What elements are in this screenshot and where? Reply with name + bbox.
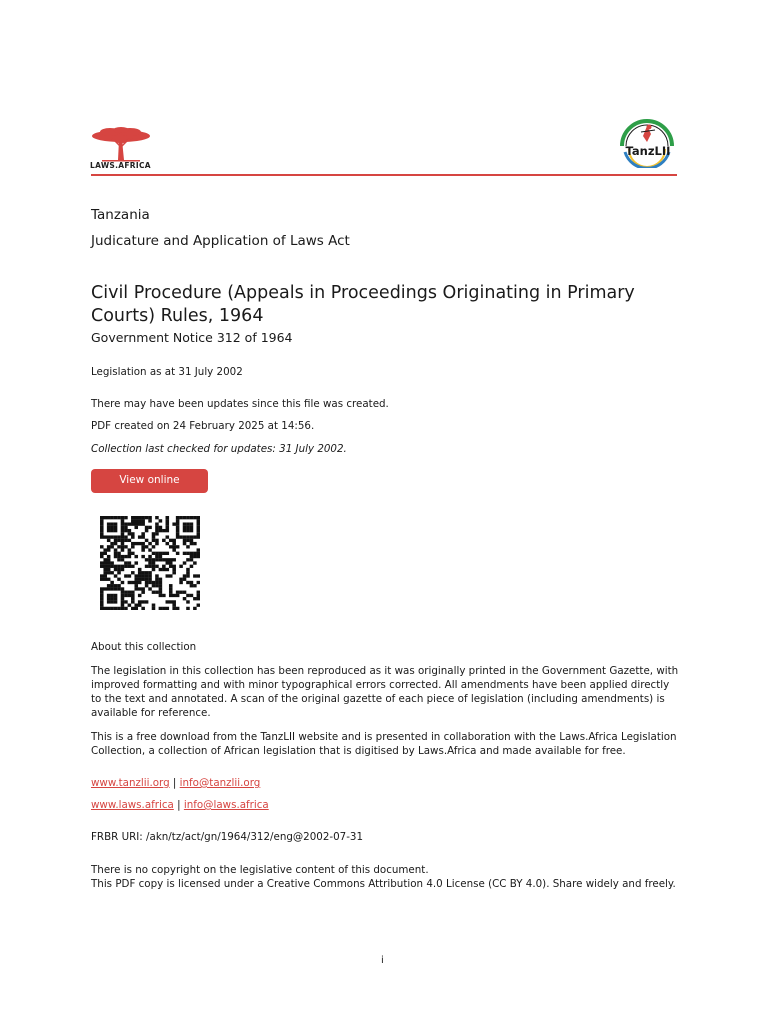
about-paragraph-2: This is a free download from the TanzLII website and is presented in collaboration with the Laws.Africa Legislation Collection, a collection of African legislation that is digitised by Laws.Africa and made available for free. <box>91 731 677 757</box>
tanzlii-logo <box>616 116 678 168</box>
document-title: Civil Procedure (Appeals in Proceedings Originating in Primary Courts) Rules, 1964 <box>91 283 635 326</box>
collection-checked-date: Collection last checked for updates: 31 July 2002. <box>91 443 347 455</box>
legislation-as-at: Legislation as at 31 July 2002 <box>91 366 243 378</box>
license-copyright-line: There is no copyright on the legislative content of this document. <box>91 864 429 876</box>
tanzlii-links-row <box>91 776 681 790</box>
license-cc-line: This PDF copy is licensed under a Creative Commons Attribution 4.0 License (CC BY 4.0). Share widely and freely. <box>91 878 676 890</box>
parent-act-label: Judicature and Application of Laws Act <box>91 233 350 249</box>
lawsafrica-email-link[interactable]: info@laws.africa <box>183 799 269 811</box>
tanzlii-website-link[interactable]: www.tanzlii.org <box>91 777 170 789</box>
lawsafrica-website-link[interactable]: www.laws.africa <box>91 799 174 811</box>
tanzlii-emblem-icon <box>616 116 678 168</box>
lawsafrica-links-row <box>91 798 681 812</box>
tanzlii-logo-text: TanzLII <box>625 144 671 158</box>
about-paragraph-1: The legislation in this collection has been reproduced as it was originally printed in the Government Gazette, with improved formatting and with minor typographical errors corrected. All amendments have been applied directly to the text and annotated. A scan of the original gazette of each piece of legislation (including amendments) is available for reference. <box>91 665 679 719</box>
about-heading: About this collection <box>91 641 197 653</box>
government-notice: Government Notice 312 of 1964 <box>91 330 293 345</box>
tanzlii-email-link[interactable]: info@tanzlii.org <box>179 777 261 789</box>
link-separator: | <box>177 799 181 811</box>
pdf-created-date: PDF created on 24 February 2025 at 14:56. <box>91 420 315 432</box>
view-online-button[interactable]: View online <box>91 469 208 493</box>
qr-code-icon <box>100 516 200 610</box>
license-text <box>91 863 681 891</box>
country-label: Tanzania <box>91 207 150 223</box>
frbr-uri: FRBR URI: /akn/tz/act/gn/1964/312/eng@2002-07-31 <box>91 831 364 843</box>
page-number: i <box>381 955 384 966</box>
tree-icon <box>90 127 152 163</box>
laws-africa-logo-text: LAWS.AFRICA <box>90 161 151 170</box>
header-divider <box>91 174 677 176</box>
qr-code[interactable] <box>100 516 200 610</box>
link-separator: | <box>172 777 177 789</box>
updates-note: There may have been updates since this file was created. <box>91 398 389 410</box>
